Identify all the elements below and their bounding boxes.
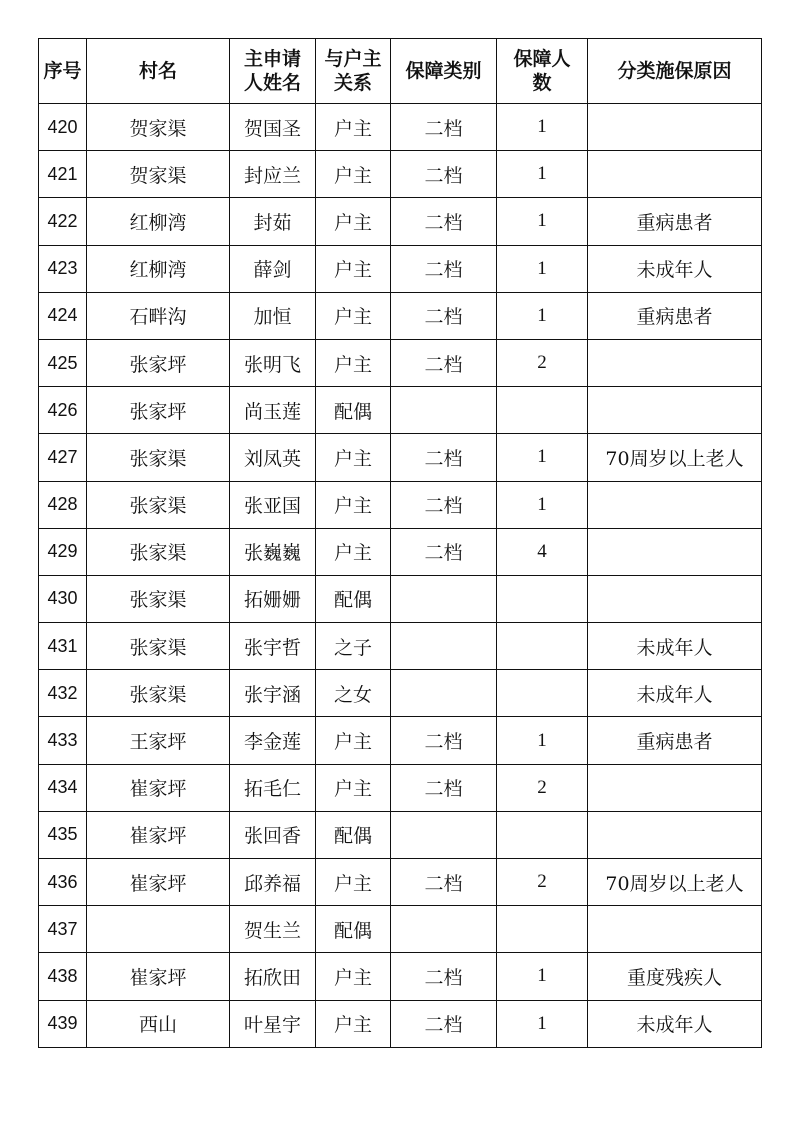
table-row xyxy=(39,859,762,906)
cell-relation: 之子 xyxy=(316,623,391,670)
cell-village: 张家渠 xyxy=(87,623,230,670)
cell-applicant-name: 加恒 xyxy=(230,292,316,339)
header-relation xyxy=(316,39,391,104)
cell-category: 二档 xyxy=(391,481,497,528)
table-row xyxy=(39,906,762,953)
cell-seq: 423 xyxy=(39,245,87,292)
cell-applicant-name: 拓欣田 xyxy=(230,953,316,1000)
cell-category xyxy=(391,811,497,858)
cell-reason xyxy=(588,575,762,622)
cell-seq: 436 xyxy=(39,859,87,906)
cell-applicant-name: 拓毛仁 xyxy=(230,764,316,811)
cell-relation: 户主 xyxy=(316,245,391,292)
cell-count: 2 xyxy=(497,859,588,906)
cell-village: 西山 xyxy=(87,1000,230,1047)
cell-category: 二档 xyxy=(391,339,497,386)
cell-village: 贺家渠 xyxy=(87,104,230,151)
cell-applicant-name: 拓姗姗 xyxy=(230,575,316,622)
cell-seq: 431 xyxy=(39,623,87,670)
cell-village: 崔家坪 xyxy=(87,953,230,1000)
cell-count xyxy=(497,811,588,858)
cell-seq: 422 xyxy=(39,198,87,245)
cell-count: 2 xyxy=(497,764,588,811)
cell-applicant-name: 贺生兰 xyxy=(230,906,316,953)
cell-seq: 428 xyxy=(39,481,87,528)
cell-category: 二档 xyxy=(391,717,497,764)
cell-seq: 439 xyxy=(39,1000,87,1047)
header-count-line1: 保障人 xyxy=(513,48,571,70)
cell-seq: 427 xyxy=(39,434,87,481)
cell-count: 1 xyxy=(497,245,588,292)
cell-count: 1 xyxy=(497,1000,588,1047)
table-row xyxy=(39,575,762,622)
cell-reason: 重病患者 xyxy=(588,717,762,764)
cell-village: 红柳湾 xyxy=(87,198,230,245)
cell-reason xyxy=(588,481,762,528)
cell-reason xyxy=(588,811,762,858)
cell-reason xyxy=(588,906,762,953)
cell-village: 崔家坪 xyxy=(87,811,230,858)
cell-village: 张家渠 xyxy=(87,528,230,575)
table-row xyxy=(39,528,762,575)
cell-relation: 户主 xyxy=(316,717,391,764)
cell-relation: 户主 xyxy=(316,339,391,386)
cell-reason: 未成年人 xyxy=(588,623,762,670)
table-row xyxy=(39,387,762,434)
cell-count xyxy=(497,387,588,434)
cell-relation: 户主 xyxy=(316,764,391,811)
cell-relation: 户主 xyxy=(316,528,391,575)
cell-applicant-name: 张明飞 xyxy=(230,339,316,386)
cell-seq: 437 xyxy=(39,906,87,953)
table-row xyxy=(39,434,762,481)
cell-applicant-name: 贺国圣 xyxy=(230,104,316,151)
cell-applicant-name: 封应兰 xyxy=(230,151,316,198)
cell-village: 崔家坪 xyxy=(87,764,230,811)
cell-category: 二档 xyxy=(391,859,497,906)
cell-seq: 426 xyxy=(39,387,87,434)
cell-seq: 433 xyxy=(39,717,87,764)
cell-seq: 434 xyxy=(39,764,87,811)
cell-village: 王家坪 xyxy=(87,717,230,764)
cell-seq: 421 xyxy=(39,151,87,198)
cell-count: 1 xyxy=(497,434,588,481)
header-applicant-name xyxy=(230,39,316,104)
cell-seq: 430 xyxy=(39,575,87,622)
header-count-line2: 数 xyxy=(532,72,552,94)
table-row xyxy=(39,198,762,245)
cell-category: 二档 xyxy=(391,292,497,339)
cell-count: 1 xyxy=(497,198,588,245)
cell-relation: 之女 xyxy=(316,670,391,717)
table-row xyxy=(39,104,762,151)
cell-reason xyxy=(588,339,762,386)
table-row xyxy=(39,764,762,811)
table-row xyxy=(39,811,762,858)
cell-relation: 户主 xyxy=(316,151,391,198)
cell-count: 1 xyxy=(497,151,588,198)
cell-village: 张家渠 xyxy=(87,670,230,717)
cell-category: 二档 xyxy=(391,764,497,811)
cell-category: 二档 xyxy=(391,1000,497,1047)
cell-seq: 425 xyxy=(39,339,87,386)
cell-count: 4 xyxy=(497,528,588,575)
table-row xyxy=(39,623,762,670)
cell-reason xyxy=(588,104,762,151)
cell-reason: 未成年人 xyxy=(588,1000,762,1047)
cell-applicant-name: 李金莲 xyxy=(230,717,316,764)
cell-reason xyxy=(588,764,762,811)
table-row xyxy=(39,245,762,292)
cell-seq: 438 xyxy=(39,953,87,1000)
cell-applicant-name: 刘凤英 xyxy=(230,434,316,481)
cell-relation: 户主 xyxy=(316,1000,391,1047)
cell-category xyxy=(391,623,497,670)
cell-count: 1 xyxy=(497,717,588,764)
cell-applicant-name: 邱养福 xyxy=(230,859,316,906)
cell-applicant-name: 张宇涵 xyxy=(230,670,316,717)
header-category: 保障类别 xyxy=(391,39,497,104)
cell-seq: 429 xyxy=(39,528,87,575)
cell-applicant-name: 张亚国 xyxy=(230,481,316,528)
cell-village: 贺家渠 xyxy=(87,151,230,198)
header-reason: 分类施保原因 xyxy=(588,39,762,104)
cell-village: 张家坪 xyxy=(87,387,230,434)
cell-village: 张家渠 xyxy=(87,481,230,528)
cell-category: 二档 xyxy=(391,434,497,481)
cell-relation: 户主 xyxy=(316,859,391,906)
cell-relation: 配偶 xyxy=(316,387,391,434)
cell-applicant-name: 张宇哲 xyxy=(230,623,316,670)
cell-relation: 户主 xyxy=(316,292,391,339)
cell-applicant-name: 薛剑 xyxy=(230,245,316,292)
table-row xyxy=(39,151,762,198)
table-row xyxy=(39,1000,762,1047)
cell-count xyxy=(497,906,588,953)
cell-village xyxy=(87,906,230,953)
cell-applicant-name: 尚玉莲 xyxy=(230,387,316,434)
cell-count: 1 xyxy=(497,292,588,339)
header-relation-line2: 关系 xyxy=(333,72,372,94)
cell-category: 二档 xyxy=(391,104,497,151)
cell-count: 1 xyxy=(497,953,588,1000)
cell-reason: 未成年人 xyxy=(588,670,762,717)
table-row xyxy=(39,670,762,717)
cell-relation: 配偶 xyxy=(316,575,391,622)
table-row xyxy=(39,953,762,1000)
cell-count: 1 xyxy=(497,104,588,151)
cell-relation: 配偶 xyxy=(316,906,391,953)
header-count xyxy=(497,39,588,104)
cell-seq: 435 xyxy=(39,811,87,858)
header-village: 村名 xyxy=(87,39,230,104)
cell-applicant-name: 张回香 xyxy=(230,811,316,858)
header-relation-line1: 与户主 xyxy=(324,48,382,70)
cell-count xyxy=(497,575,588,622)
table-row xyxy=(39,717,762,764)
cell-category xyxy=(391,906,497,953)
table-header xyxy=(39,39,762,104)
table-row xyxy=(39,481,762,528)
cell-reason xyxy=(588,151,762,198)
cell-category: 二档 xyxy=(391,953,497,1000)
cell-category xyxy=(391,575,497,622)
cell-count xyxy=(497,670,588,717)
cell-village: 红柳湾 xyxy=(87,245,230,292)
cell-reason: 70周岁以上老人 xyxy=(588,434,762,481)
cell-relation: 配偶 xyxy=(316,811,391,858)
cell-relation: 户主 xyxy=(316,481,391,528)
cell-relation: 户主 xyxy=(316,434,391,481)
cell-relation: 户主 xyxy=(316,953,391,1000)
cell-category: 二档 xyxy=(391,151,497,198)
header-row xyxy=(39,39,762,104)
cell-seq: 432 xyxy=(39,670,87,717)
cell-relation: 户主 xyxy=(316,104,391,151)
cell-reason xyxy=(588,528,762,575)
header-applicant-line2: 人姓名 xyxy=(243,72,301,94)
cell-village: 张家坪 xyxy=(87,339,230,386)
header-applicant-line1: 主申请 xyxy=(243,48,301,70)
cell-reason: 重病患者 xyxy=(588,198,762,245)
cell-seq: 420 xyxy=(39,104,87,151)
cell-applicant-name: 叶星宇 xyxy=(230,1000,316,1047)
cell-village: 崔家坪 xyxy=(87,859,230,906)
cell-reason: 70周岁以上老人 xyxy=(588,859,762,906)
cell-seq: 424 xyxy=(39,292,87,339)
cell-relation: 户主 xyxy=(316,198,391,245)
cell-reason: 重度残疾人 xyxy=(588,953,762,1000)
table-row xyxy=(39,339,762,386)
cell-count: 2 xyxy=(497,339,588,386)
cell-category: 二档 xyxy=(391,528,497,575)
cell-reason: 未成年人 xyxy=(588,245,762,292)
table-body xyxy=(39,104,762,1048)
cell-category: 二档 xyxy=(391,198,497,245)
cell-category xyxy=(391,670,497,717)
cell-category xyxy=(391,387,497,434)
cell-village: 张家渠 xyxy=(87,575,230,622)
cell-count xyxy=(497,623,588,670)
cell-applicant-name: 封茹 xyxy=(230,198,316,245)
cell-village: 石畔沟 xyxy=(87,292,230,339)
cell-village: 张家渠 xyxy=(87,434,230,481)
assistance-roster-table xyxy=(38,38,762,1048)
cell-applicant-name: 张巍巍 xyxy=(230,528,316,575)
cell-count: 1 xyxy=(497,481,588,528)
header-seq: 序号 xyxy=(39,39,87,104)
cell-reason: 重病患者 xyxy=(588,292,762,339)
table-row xyxy=(39,292,762,339)
cell-category: 二档 xyxy=(391,245,497,292)
cell-reason xyxy=(588,387,762,434)
